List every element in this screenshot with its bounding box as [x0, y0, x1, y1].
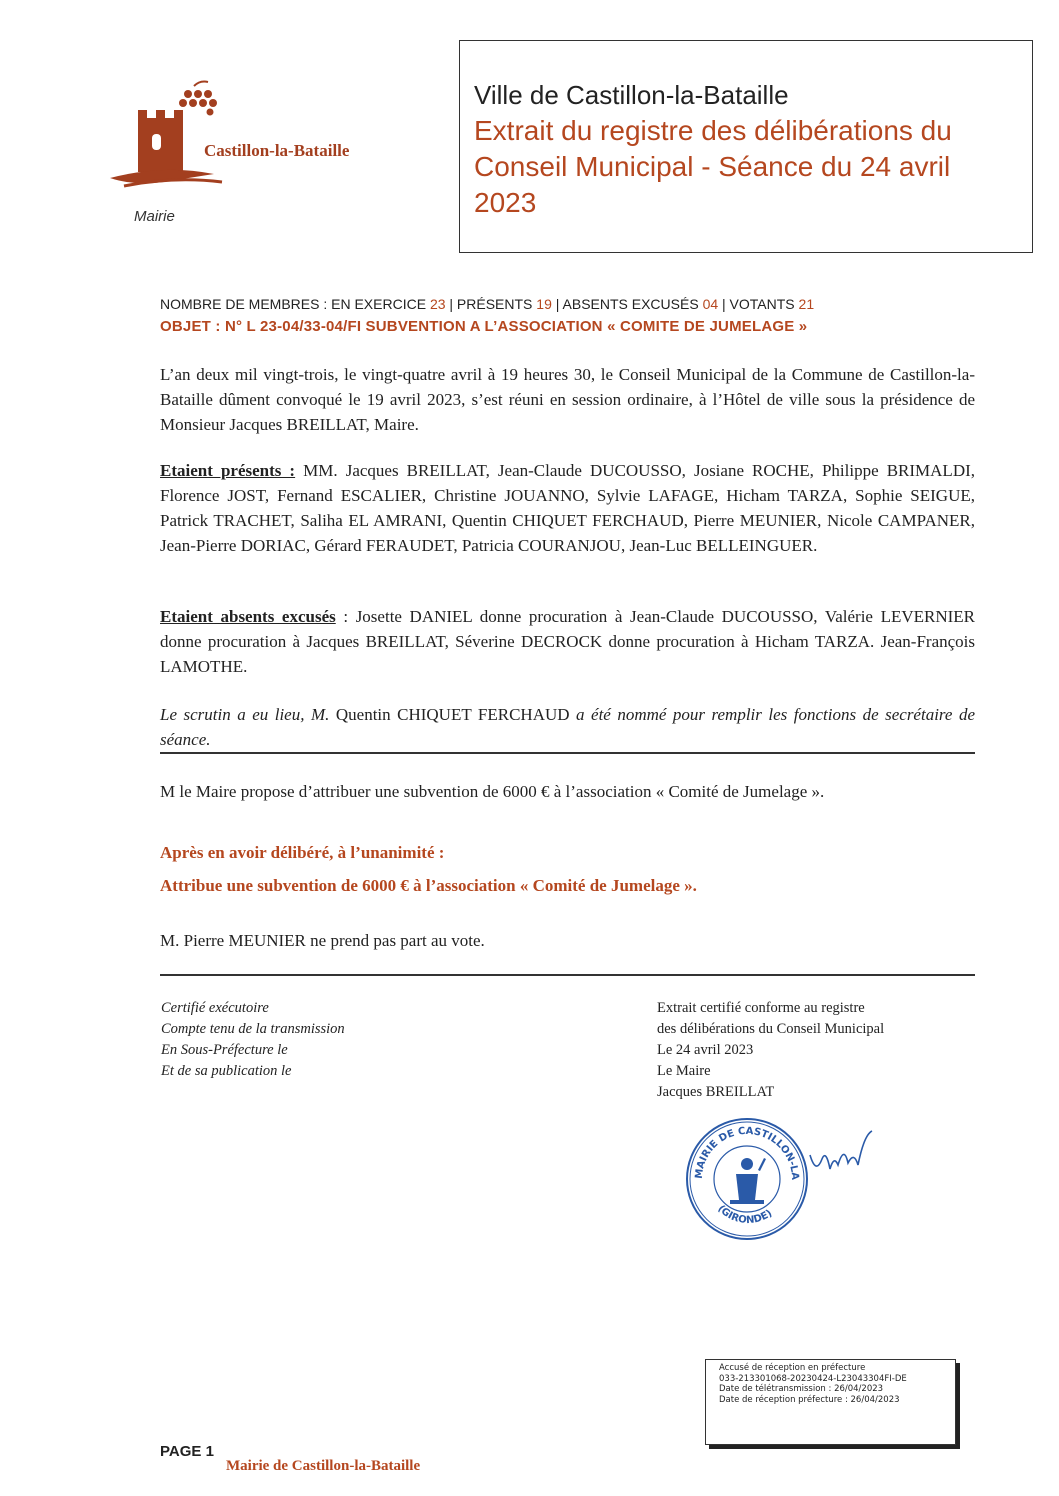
svg-text:MAIRIE DE CASTILLON-LA-BATAILL: MAIRIE DE CASTILLON-LA [693, 1125, 801, 1181]
absents-list: : Josette DANIEL donne procuration à Jean-Claude DUCOUSSO, Valérie LEVERNIER donne procuration à Jacques BREILLAT, Séverine DECROCK donne procuration à Hicham TARZA. Jean-François LAMOTHE. [160, 607, 976, 676]
receipt-line: Accusé de réception en préfecture [719, 1363, 866, 1373]
absents-paragraph [160, 604, 975, 679]
cert-line: des délibérations du Conseil Municipal [657, 1021, 885, 1037]
divider [160, 974, 975, 976]
receipt-line: 033-213301068-20230424-L23043304FI-DE [719, 1373, 907, 1384]
cert-line: Extrait certifié conforme au registre [657, 1000, 865, 1016]
city-title: Ville de Castillon-la-Bataille [474, 80, 789, 110]
mayor-name: Jacques BREILLAT [657, 1084, 775, 1100]
prefecture-receipt [705, 1359, 956, 1445]
exercice-label: NOMBRE DE MEMBRES : EN EXERCICE [160, 296, 427, 312]
exercice-count: 23 [429, 296, 446, 312]
receipt-line: Date de réception préfecture : 26/04/2023 [719, 1394, 900, 1405]
decision-heading: Après en avoir délibéré, à l’unanimité : [160, 843, 445, 862]
cert-line: Certifié exécutoire [161, 1000, 269, 1016]
proposal-paragraph: M le Maire propose d’attribuer une subvention de 6000 € à l’association « Comité de Jumelage ». [160, 782, 825, 801]
scrutin-text-end: a été nommé pour remplir les fonctions de secrétaire de séance. [160, 705, 975, 749]
scrutin-text: Le scrutin a eu lieu, M. [160, 705, 330, 724]
header-title-box [459, 40, 1033, 253]
certified-conforme-block [657, 998, 884, 1103]
cert-line: Compte tenu de la transmission [161, 1021, 345, 1037]
receipt-line: Date de télétransmission : 26/04/2023 [719, 1384, 884, 1394]
cert-line: Le Maire [657, 1063, 711, 1079]
votants-label: | VOTANTS [722, 296, 795, 312]
divider [160, 752, 975, 754]
page-number: PAGE 1 [160, 1443, 214, 1460]
logo-name: Castillon-la-Bataille [204, 141, 350, 160]
absents-count: 04 [702, 296, 719, 312]
votants-count: 21 [798, 296, 815, 312]
presents-count: 19 [536, 296, 552, 312]
document-subtitle [474, 113, 1022, 221]
absents-label: | ABSENTS EXCUSÉS [555, 296, 699, 312]
scrutin-paragraph [160, 702, 975, 752]
cert-line: Le 24 avril 2023 [657, 1042, 754, 1058]
presents-list: MM. Jacques BREILLAT, Jean-Claude DUCOUSSO, Josiane ROCHE, Philippe BRIMALDI, Florence JOST, Fernand ESCALIER, Christine JOUANNO, Sylvie LAFAGE, Hicham TARZA, Sophie SEIGUE, Patrick TRACHET, Saliha EL AMRANI, Quentin CHIQUET FERCHAUD, Pierre MEUNIER, Nicole CAMPANER, Jean-Pierre DORIAC, Gérard FERAUDET, Patricia COURANJOU, Jean-Luc BELLEINGUER. [160, 461, 976, 555]
svg-text:(GIRONDE): (GIRONDE) [715, 1203, 775, 1227]
subtitle-line: Extrait du registre des délibérations du [474, 115, 952, 146]
secretary-name: Quentin CHIQUET FERCHAUD [329, 705, 577, 724]
mayor-signature [806, 1125, 886, 1185]
absents-label: Etaient absents excusés [160, 607, 336, 626]
certified-executoire-block [161, 998, 345, 1082]
vote-note: M. Pierre MEUNIER ne prend pas part au vote. [160, 931, 485, 950]
decision-text: Attribue une subvention de 6000 € à l’association « Comité de Jumelage ». [160, 876, 697, 895]
presents-label: | PRÉSENTS [449, 296, 533, 312]
footer-mairie-name: Mairie de Castillon-la-Bataille [226, 1458, 421, 1474]
subtitle-line: Conseil Municipal - Séance du 24 avril [474, 151, 951, 182]
subtitle-line: 2023 [474, 187, 537, 218]
cert-line: En Sous-Préfecture le [161, 1042, 288, 1058]
member-counts [160, 296, 814, 312]
objet-line: OBJET : N° L 23-04/33-04/FI SUBVENTION A L’ASSOCIATION « COMITE DE JUMELAGE » [160, 318, 808, 335]
logo-subtitle: Mairie [134, 208, 175, 225]
cert-line: Et de sa publication le [161, 1063, 292, 1079]
presents-paragraph [160, 458, 975, 558]
mairie-seal-stamp [680, 1112, 815, 1247]
presents-label: Etaient présents : [160, 461, 296, 480]
mairie-logo [104, 78, 424, 238]
intro-paragraph: L’an deux mil vingt-trois, le vingt-quatre avril à 19 heures 30, le Conseil Municipal de la Commune de Castillon-la-Bataille dûment convoqué le 19 avril 2023, s’est réuni en session ordinaire, à l’Hôtel de ville sous la présidence de Monsieur Jacques BREILLAT, Maire. [160, 365, 975, 434]
